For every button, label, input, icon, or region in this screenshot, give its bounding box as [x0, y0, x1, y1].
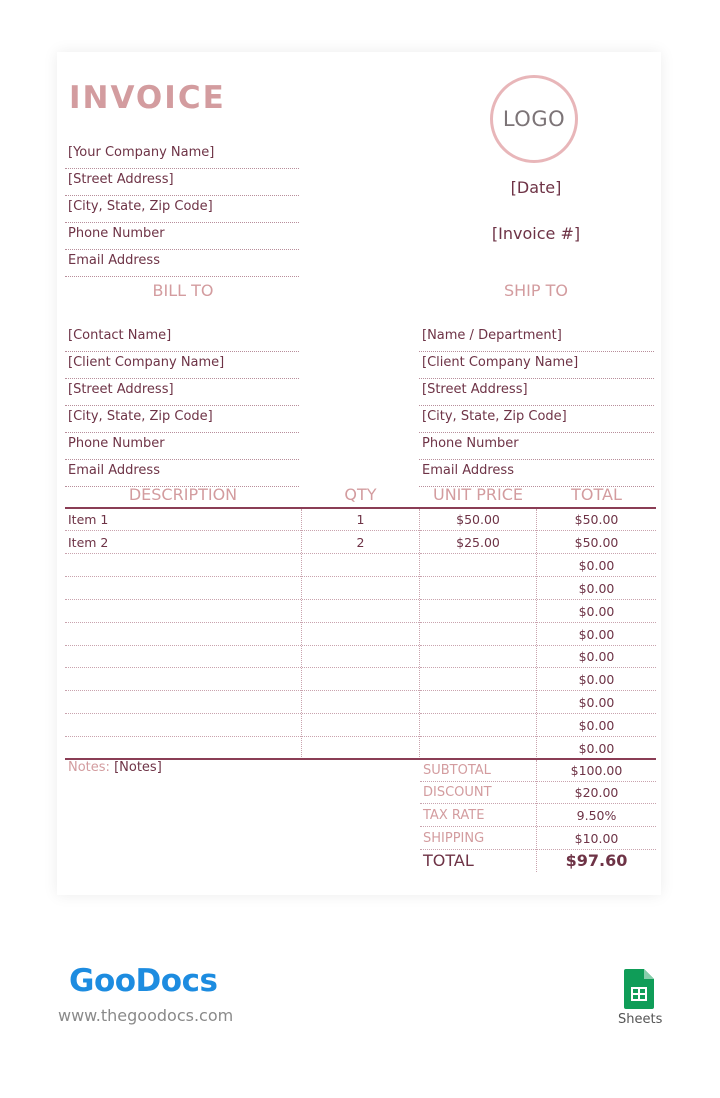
discount-label: DISCOUNT: [420, 782, 536, 804]
item-description-cell[interactable]: [65, 624, 301, 646]
sheets-label: Sheets: [618, 1012, 663, 1027]
ship-to-email-field[interactable]: Email Address: [419, 460, 654, 487]
column-header-total: TOTAL: [571, 485, 622, 504]
item-total-cell: $0.00: [537, 669, 656, 691]
item-description-cell[interactable]: [65, 601, 301, 623]
notes-label: Notes:: [68, 760, 110, 775]
item-unit-price-cell[interactable]: [420, 601, 536, 623]
tax-rate-label: TAX RATE: [420, 805, 536, 827]
column-header-qty: QTY: [344, 485, 377, 504]
item-description-cell[interactable]: [65, 715, 301, 737]
subtotal-value: $100.00: [537, 760, 656, 782]
item-description-cell[interactable]: Item 2: [65, 532, 301, 554]
ship-to-city-field[interactable]: [City, State, Zip Code]: [419, 406, 654, 433]
column-divider: [301, 509, 302, 759]
item-unit-price-cell[interactable]: [420, 646, 536, 668]
item-unit-price-cell[interactable]: [420, 578, 536, 600]
ship-to-heading: SHIP TO: [503, 281, 568, 300]
item-description-cell[interactable]: [65, 578, 301, 600]
company-info: [65, 142, 299, 277]
item-unit-price-cell[interactable]: $25.00: [420, 532, 536, 554]
shipping-value[interactable]: $10.00: [537, 828, 656, 850]
item-unit-price-cell[interactable]: [420, 624, 536, 646]
bill-to-company-field[interactable]: [Client Company Name]: [65, 352, 299, 379]
item-qty-cell[interactable]: [302, 646, 419, 668]
item-total-cell: $0.00: [537, 555, 656, 577]
item-total-cell: $50.00: [537, 509, 656, 531]
item-qty-cell[interactable]: [302, 624, 419, 646]
item-total-cell: $0.00: [537, 692, 656, 714]
notes-area[interactable]: [68, 760, 162, 775]
grand-total-value: $97.60: [565, 851, 628, 870]
notes-value[interactable]: [Notes]: [114, 760, 162, 775]
item-description-cell[interactable]: Item 1: [65, 509, 301, 531]
invoice-number-field[interactable]: [Invoice #]: [491, 224, 581, 243]
discount-value[interactable]: $20.00: [537, 782, 656, 804]
item-unit-price-cell[interactable]: [420, 669, 536, 691]
item-qty-cell[interactable]: [302, 578, 419, 600]
item-total-cell: $0.00: [537, 715, 656, 737]
column-divider: [419, 509, 420, 759]
ship-to-phone-field[interactable]: Phone Number: [419, 433, 654, 460]
item-qty-cell[interactable]: [302, 738, 419, 760]
ship-to-street-field[interactable]: [Street Address]: [419, 379, 654, 406]
bill-to-street-field[interactable]: [Street Address]: [65, 379, 299, 406]
column-divider: [536, 509, 537, 759]
item-qty-cell[interactable]: [302, 669, 419, 691]
company-street-field[interactable]: [Street Address]: [65, 169, 299, 196]
date-field[interactable]: [Date]: [510, 178, 562, 197]
item-description-cell[interactable]: [65, 555, 301, 577]
company-email-field[interactable]: Email Address: [65, 250, 299, 277]
invoice-title: INVOICE: [69, 80, 226, 116]
bill-to-contact-field[interactable]: [Contact Name]: [65, 325, 299, 352]
google-sheets-icon: [624, 969, 654, 1009]
bill-to-email-field[interactable]: Email Address: [65, 460, 299, 487]
bill-to-phone-field[interactable]: Phone Number: [65, 433, 299, 460]
item-description-cell[interactable]: [65, 669, 301, 691]
logo-text: LOGO: [502, 107, 566, 131]
item-unit-price-cell[interactable]: [420, 738, 536, 760]
item-qty-cell[interactable]: [302, 692, 419, 714]
item-total-cell: $0.00: [537, 646, 656, 668]
item-unit-price-cell[interactable]: [420, 692, 536, 714]
goodocs-logo[interactable]: GooDocs: [69, 963, 218, 999]
bill-to-list: [65, 325, 299, 487]
item-total-cell: $50.00: [537, 532, 656, 554]
column-header-unit-price: UNIT PRICE: [432, 485, 524, 504]
item-unit-price-cell[interactable]: [420, 715, 536, 737]
item-total-cell: $0.00: [537, 601, 656, 623]
item-unit-price-cell[interactable]: $50.00: [420, 509, 536, 531]
company-city-field[interactable]: [City, State, Zip Code]: [65, 196, 299, 223]
bill-to-city-field[interactable]: [City, State, Zip Code]: [65, 406, 299, 433]
company-name-field[interactable]: [Your Company Name]: [65, 142, 299, 169]
item-qty-cell[interactable]: 2: [302, 532, 419, 554]
item-total-cell: $0.00: [537, 738, 656, 760]
shipping-label: SHIPPING: [420, 828, 536, 850]
item-qty-cell[interactable]: [302, 555, 419, 577]
item-unit-price-cell[interactable]: [420, 555, 536, 577]
item-qty-cell[interactable]: [302, 715, 419, 737]
ship-to-company-field[interactable]: [Client Company Name]: [419, 352, 654, 379]
ship-to-name-field[interactable]: [Name / Department]: [419, 325, 654, 352]
item-qty-cell[interactable]: 1: [302, 509, 419, 531]
item-total-cell: $0.00: [537, 578, 656, 600]
item-description-cell[interactable]: [65, 738, 301, 760]
grand-total-label: TOTAL: [423, 851, 474, 870]
item-total-cell: $0.00: [537, 624, 656, 646]
logo-placeholder: [490, 75, 578, 163]
item-description-cell[interactable]: [65, 692, 301, 714]
subtotal-label: SUBTOTAL: [420, 760, 536, 782]
tax-rate-value[interactable]: 9.50%: [537, 805, 656, 827]
item-description-cell[interactable]: [65, 646, 301, 668]
column-header-description: DESCRIPTION: [128, 485, 238, 504]
bill-to-heading: BILL TO: [152, 281, 214, 300]
website-link[interactable]: www.thegoodocs.com: [58, 1006, 234, 1025]
ship-to-list: [419, 325, 654, 487]
item-qty-cell[interactable]: [302, 601, 419, 623]
summary-divider: [536, 760, 537, 872]
company-phone-field[interactable]: Phone Number: [65, 223, 299, 250]
